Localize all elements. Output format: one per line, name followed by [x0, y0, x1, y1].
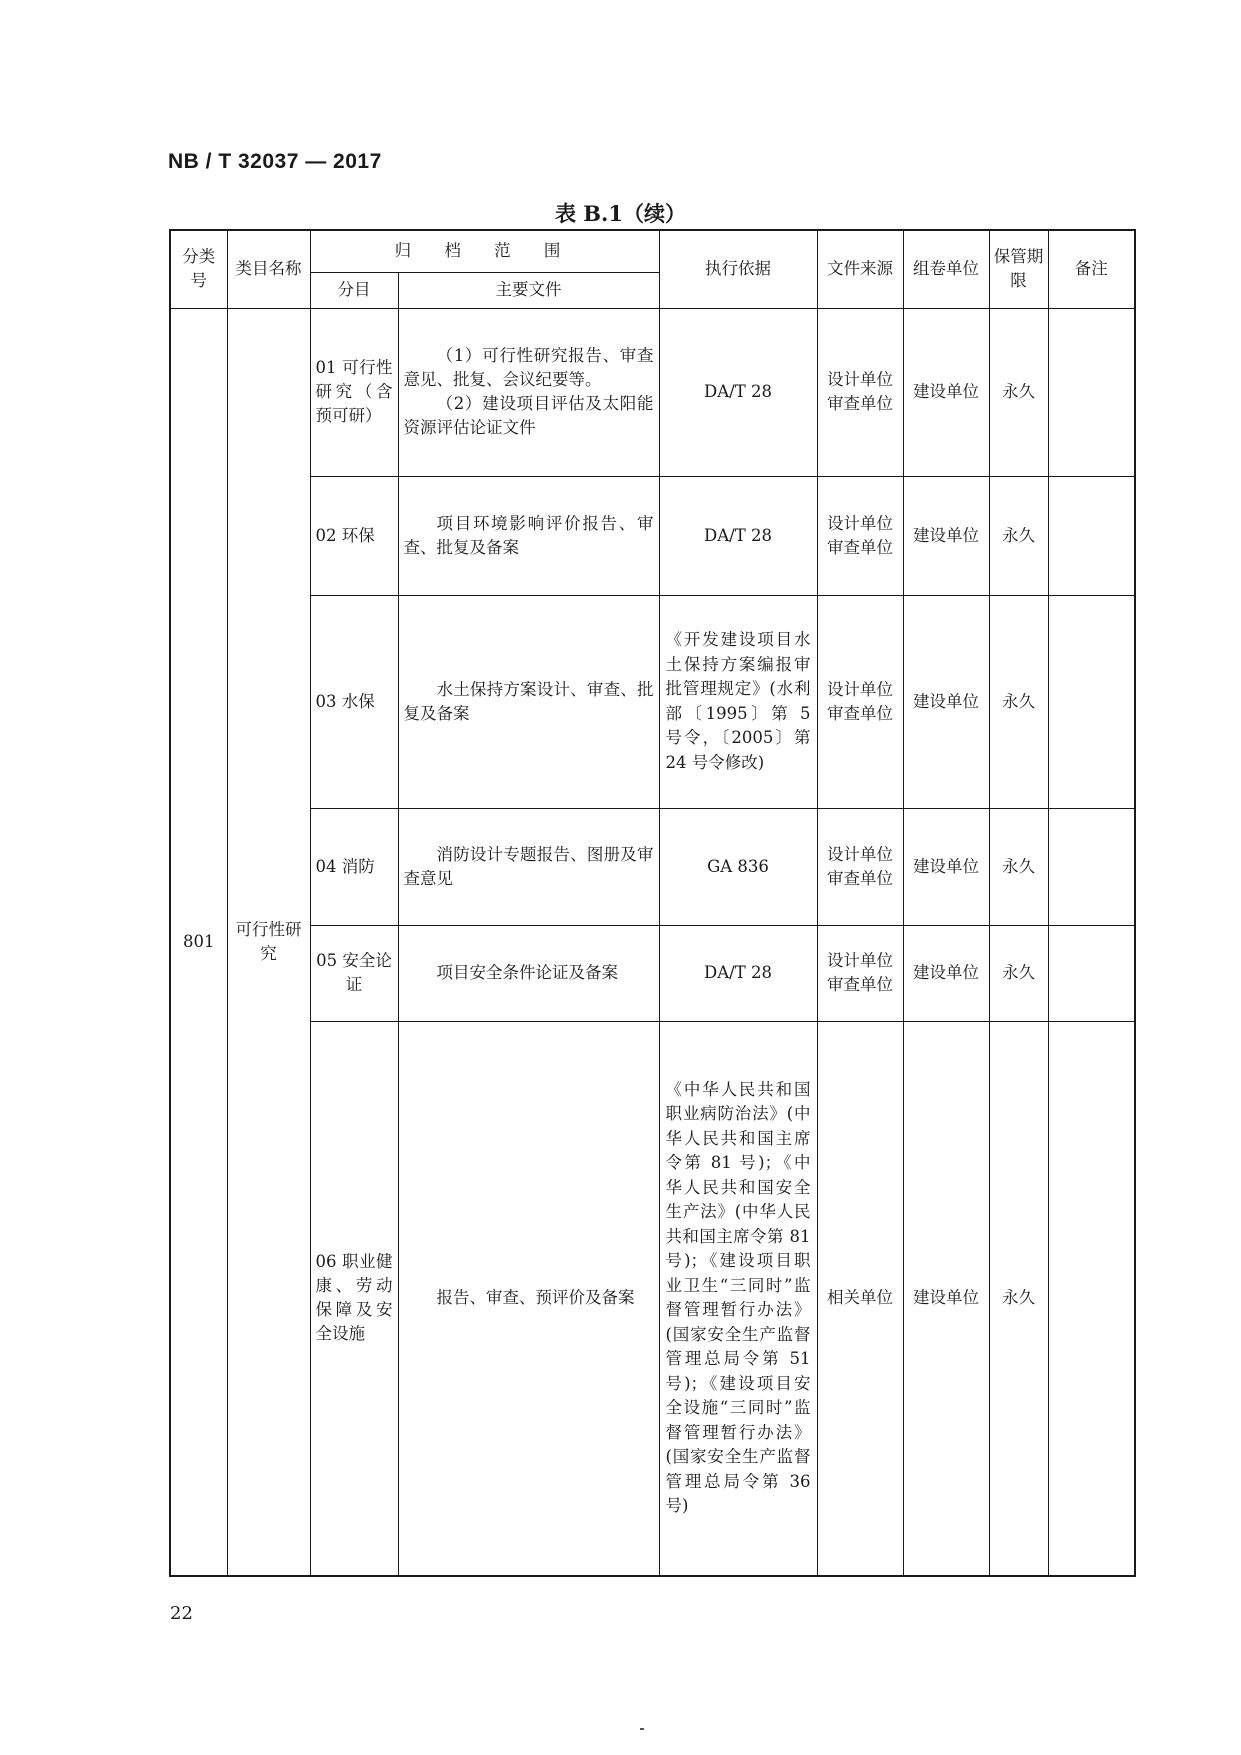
remark-cell [1048, 595, 1135, 808]
docs-cell [398, 308, 659, 476]
table-row [170, 476, 1135, 595]
header-row-top [170, 230, 1135, 272]
archive-scope-table-container [169, 229, 1134, 1575]
docs-cell [398, 925, 659, 1021]
remark-cell [1048, 925, 1135, 1021]
table-row [170, 808, 1135, 925]
docs-cell [398, 595, 659, 808]
table-title: 表 B.1（续） [555, 201, 686, 226]
docs-item: 项目环境影响评价报告、审查、批复及备案 [403, 513, 654, 557]
basis-cell: 《开发建设项目水土保持方案编报审批管理规定》(水利部〔1995〕第 5 号令，〔2005〕第 24 号令修改) [659, 595, 817, 808]
basis-cell: GA 836 [659, 808, 817, 925]
unit-cell: 建设单位 [903, 308, 989, 476]
table-row [170, 308, 1135, 476]
docs-item: 报告、审查、预评价及备案 [436, 1288, 635, 1308]
docs-item: （1）可行性研究报告、审查意见、批复、会议纪要等。 [403, 346, 654, 389]
table-row [170, 595, 1135, 808]
unit-cell: 建设单位 [903, 476, 989, 595]
remark-cell [1048, 1021, 1135, 1576]
header-source: 文件来源 [817, 230, 903, 308]
retention-cell: 永久 [989, 808, 1048, 925]
basis-cell: 《中华人民共和国职业病防治法》(中华人民共和国主席令第 81 号)；《中华人民共和国安全生产法》(中华人民共和国主席令第 81 号)；《建设项目职业卫生“三同时”监督管理暂行办法》(国家安全生产监督管理总局令第 51 号)；《建设项目安全设施“三同时”监督管理暂行办法》(国家安全生产监督管理总局令第 36 号) [659, 1021, 817, 1576]
retention-cell: 永久 [989, 476, 1048, 595]
header-sub: 分目 [310, 272, 398, 308]
docs-item: 消防设计专题报告、图册及审查意见 [403, 844, 654, 888]
source-cell: 设计单位审查单位 [817, 808, 903, 925]
group-code-cell: 801 [170, 308, 227, 1576]
docs-cell [398, 808, 659, 925]
unit-cell: 建设单位 [903, 808, 989, 925]
basis-cell: DA/T 28 [659, 925, 817, 1021]
sub-cell: 06 职业健康、劳动保障及安全设施 [310, 1021, 398, 1576]
remark-cell [1048, 476, 1135, 595]
page-number: 22 [170, 1603, 193, 1624]
header-unit: 组卷单位 [903, 230, 989, 308]
header-docs: 主要文件 [398, 272, 659, 308]
header-remark: 备注 [1048, 230, 1135, 308]
basis-cell: DA/T 28 [659, 308, 817, 476]
retention-cell: 永久 [989, 308, 1048, 476]
retention-cell: 永久 [989, 595, 1048, 808]
docs-item: （2）建设项目评估及太阳能资源评估论证文件 [403, 394, 654, 437]
header-scope: 归 档 范 围 [310, 230, 659, 272]
unit-cell: 建设单位 [903, 925, 989, 1021]
docs-item: 水土保持方案设计、审查、批复及备案 [403, 679, 654, 723]
sub-cell: 01 可行性研究（含预可研） [310, 308, 398, 476]
unit-cell: 建设单位 [903, 1021, 989, 1576]
header-basis: 执行依据 [659, 230, 817, 308]
remark-cell [1048, 308, 1135, 476]
source-cell: 设计单位审查单位 [817, 925, 903, 1021]
source-cell: 相关单位 [817, 1021, 903, 1576]
source-cell: 设计单位审查单位 [817, 308, 903, 476]
source-cell: 设计单位审查单位 [817, 476, 903, 595]
header-retention: 保管期限 [989, 230, 1048, 308]
archive-scope-table [169, 229, 1136, 1577]
sub-cell: 04 消防 [310, 808, 398, 925]
docs-item: 项目安全条件论证及备案 [436, 963, 618, 982]
remark-cell [1048, 808, 1135, 925]
table-row [170, 1021, 1135, 1576]
table-row [170, 925, 1135, 1021]
sub-cell: 02 环保 [310, 476, 398, 595]
source-cell: 设计单位审查单位 [817, 595, 903, 808]
unit-cell: 建设单位 [903, 595, 989, 808]
docs-cell [398, 1021, 659, 1576]
scan-artifact-mark [640, 1728, 644, 1730]
header-code: 分类号 [170, 230, 227, 308]
retention-cell: 永久 [989, 925, 1048, 1021]
basis-cell: DA/T 28 [659, 476, 817, 595]
sub-cell: 05 安全论证 [310, 925, 398, 1021]
docs-cell [398, 476, 659, 595]
document-standard-number: NB / T 32037 — 2017 [168, 150, 382, 173]
retention-cell: 永久 [989, 1021, 1048, 1576]
group-category-cell: 可行性研究 [227, 308, 310, 1576]
header-category: 类目名称 [227, 230, 310, 308]
sub-cell: 03 水保 [310, 595, 398, 808]
